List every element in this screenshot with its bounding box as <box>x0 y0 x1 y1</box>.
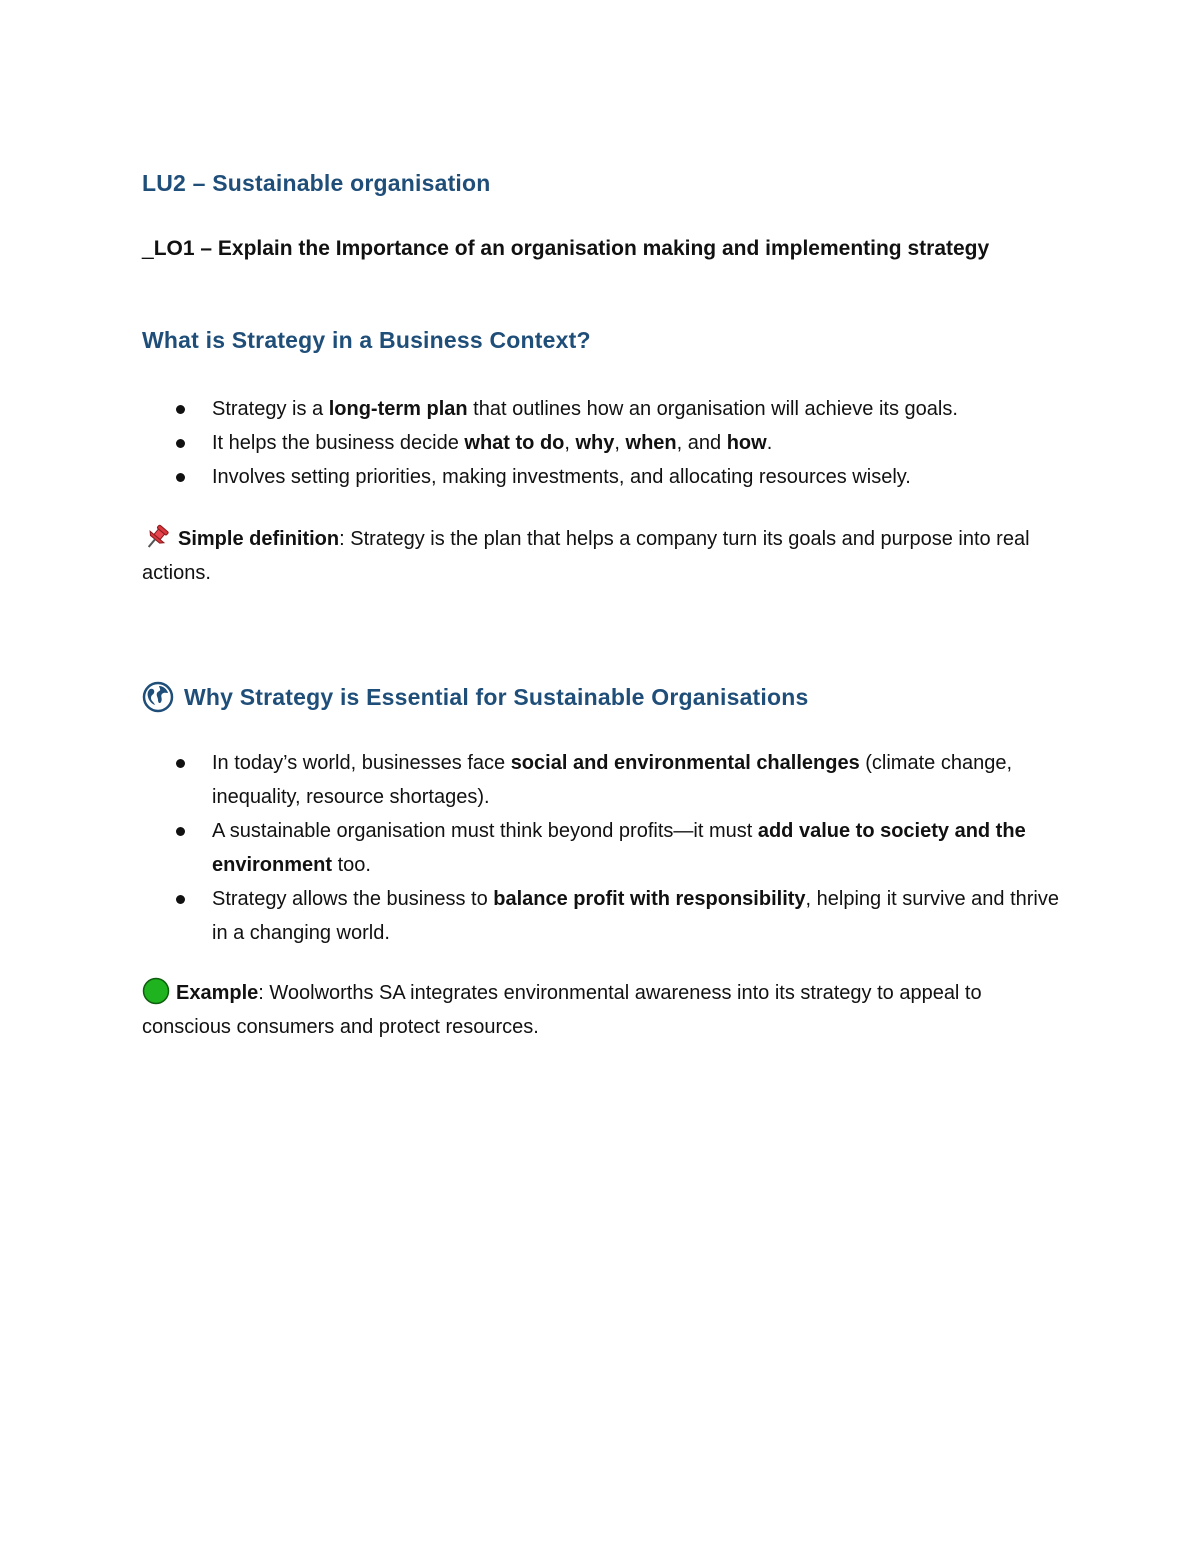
bullet-bold-text: why <box>575 432 615 454</box>
bullet-bold-text: balance profit with responsibility <box>493 888 806 910</box>
bullet-text: A sustainable organisation must think beyond profits—it must <box>212 820 758 842</box>
list-item <box>142 460 1062 494</box>
sustainability-bullet-list <box>142 746 1062 950</box>
bullet-text: that outlines how an organisation will achieve its goals. <box>467 398 958 420</box>
bullet-text: Strategy allows the business to <box>212 888 494 910</box>
outcome-prefix: _ <box>142 237 154 260</box>
list-item <box>142 882 1062 950</box>
bullet-bold-text: add value to society and the environment <box>212 820 1026 876</box>
bullet-icon <box>176 895 185 904</box>
bullet-icon <box>176 759 185 768</box>
example-note <box>142 976 1062 1044</box>
page-title: LU2 – Sustainable organisation <box>142 170 491 196</box>
bullet-text: , and <box>676 432 727 454</box>
section-title-sustainability <box>142 681 809 713</box>
bullet-icon <box>176 827 185 836</box>
bullet-bold-text: what to do <box>464 432 565 454</box>
bullet-text: , <box>564 432 576 454</box>
bullet-icon <box>176 405 185 414</box>
bullet-icon <box>176 439 185 448</box>
list-item <box>142 426 1062 460</box>
bullet-text: Involves setting priorities, making investments, and allocating resources wisely. <box>212 466 911 488</box>
list-item <box>142 392 1062 426</box>
bullet-text: (climate change, inequality, resource shortages). <box>212 752 1012 808</box>
bullet-bold-text: long-term plan <box>328 398 468 420</box>
bullet-text: , <box>614 432 626 454</box>
list-item <box>142 814 1062 882</box>
section-title-strategy: What is Strategy in a Business Context? <box>142 327 591 353</box>
bullet-text: In today’s world, businesses face <box>212 752 511 774</box>
globe-icon <box>142 681 174 713</box>
green-circle-icon <box>142 977 170 1005</box>
bullet-text: Strategy is a <box>212 398 329 420</box>
bullet-bold-text: when <box>625 432 677 454</box>
learning-outcome <box>142 232 1042 265</box>
definition-text: : Strategy is the plan that helps a company turn its goals and purpose into real actions. <box>142 528 1030 584</box>
example-label: Example <box>176 982 259 1004</box>
definition-note <box>142 522 1062 590</box>
bullet-text: . <box>766 432 773 454</box>
bullet-bold-text: how <box>726 432 767 454</box>
list-item <box>142 746 1062 814</box>
bullet-text: too. <box>332 854 371 876</box>
outcome-text: LO1 – Explain the Importance of an organisation making and implementing strategy <box>153 237 990 260</box>
pushpin-icon <box>142 524 172 550</box>
bullet-bold-text: social and environmental challenges <box>510 752 860 774</box>
bullet-icon <box>176 473 185 482</box>
bullet-text: It helps the business decide <box>212 432 465 454</box>
bullet-text: , helping it survive and thrive in a changing world. <box>212 888 1059 944</box>
section-title-text: Why Strategy is Essential for Sustainable Organisations <box>184 683 809 710</box>
strategy-bullet-list <box>142 392 1062 494</box>
example-text: : Woolworths SA integrates environmental awareness into its strategy to appeal to conscious consumers and protect resources. <box>142 982 982 1038</box>
definition-label: Simple definition <box>178 528 340 550</box>
